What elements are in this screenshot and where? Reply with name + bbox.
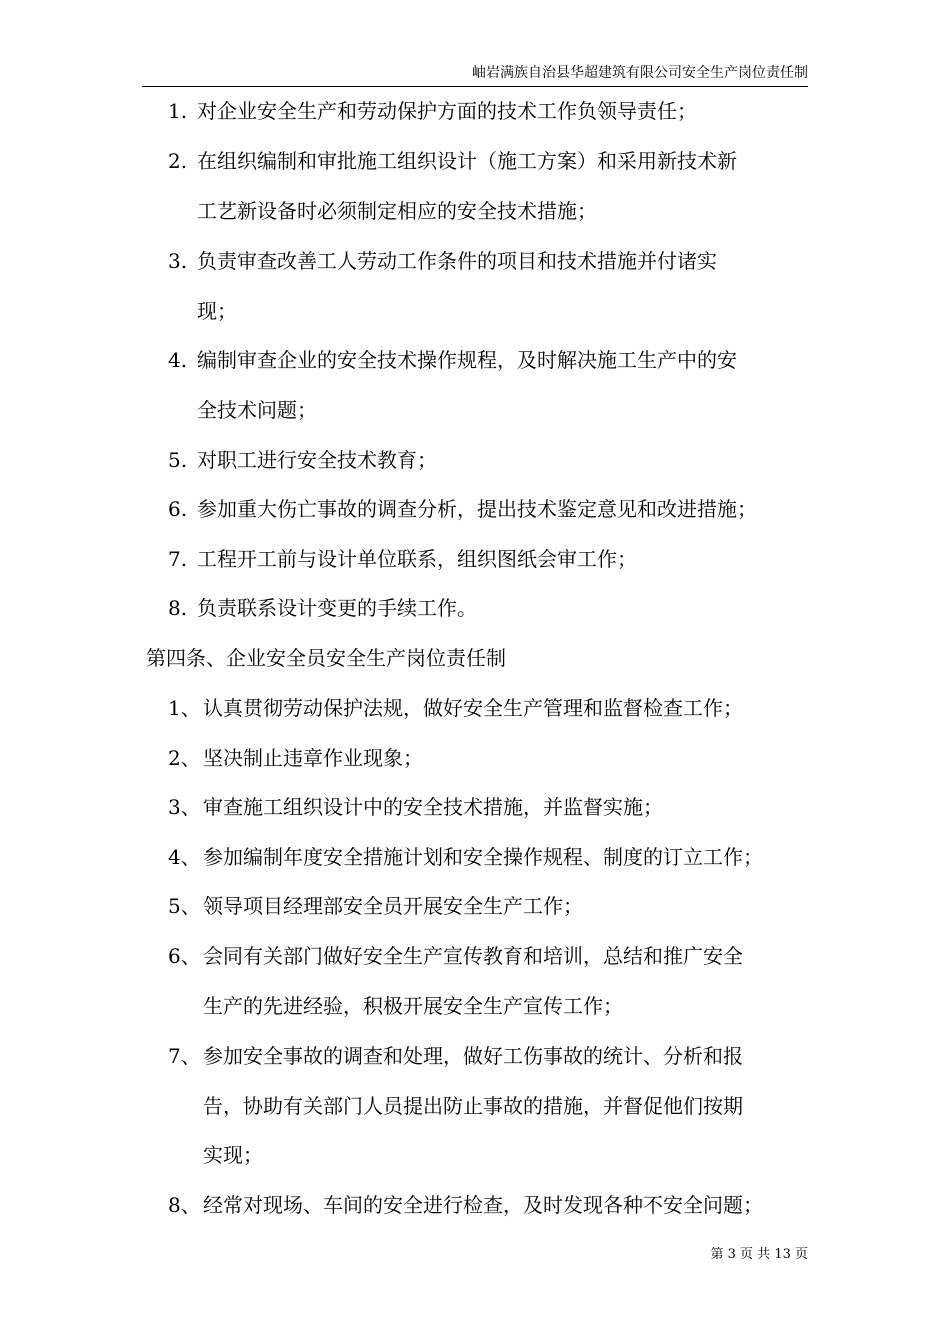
list-item-number: 2、 xyxy=(168,746,201,770)
list-item-text: 负责审查改善工人劳动工作条件的项目和技术措施并付诸实 xyxy=(197,249,717,273)
list-item-number: 3. xyxy=(168,249,188,273)
list-item-text: 会同有关部门做好安全生产宣传教育和培训，总结和推广安全 xyxy=(203,944,743,968)
list-item-number: 5、 xyxy=(168,894,201,918)
header-divider xyxy=(142,86,808,87)
list-item-text: 在组织编制和审批施工组织设计（施工方案）和采用新技术新 xyxy=(197,149,737,173)
list-item-text: 工程开工前与设计单位联系，组织图纸会审工作； xyxy=(197,547,637,571)
list-item-number: 2. xyxy=(168,149,188,173)
list-item-number: 5. xyxy=(168,448,188,472)
list-item-number: 8、 xyxy=(168,1193,201,1217)
list-item-number: 8. xyxy=(168,596,188,620)
list-item-text: 负责联系设计变更的手续工作。 xyxy=(197,596,477,620)
list-item-number: 3、 xyxy=(168,795,201,819)
list-item-number: 1、 xyxy=(168,696,201,720)
list-item-text: 工艺新设备时必须制定相应的安全技术措施； xyxy=(197,199,597,223)
section-heading: 第四条、企业安全员安全生产岗位责任制 xyxy=(146,646,506,670)
list-item-text: 经常对现场、车间的安全进行检查，及时发现各种不安全问题； xyxy=(203,1193,763,1217)
list-item-text: 参加编制年度安全措施计划和安全操作规程、制度的订立工作； xyxy=(203,845,763,869)
list-item-text: 全技术问题； xyxy=(197,398,317,422)
list-item-number: 1. xyxy=(168,99,188,123)
list-item-number: 4、 xyxy=(168,845,201,869)
list-item-text: 现； xyxy=(197,299,237,323)
list-item-text: 告，协助有关部门人员提出防止事故的措施，并督促他们按期 xyxy=(203,1094,743,1118)
list-item-number: 6. xyxy=(168,497,188,521)
list-item-number: 4. xyxy=(168,348,188,372)
list-item-text: 对职工进行安全技术教育； xyxy=(197,448,437,472)
list-item-text: 领导项目经理部安全员开展安全生产工作； xyxy=(203,894,583,918)
list-item-text: 审查施工组织设计中的安全技术措施，并监督实施； xyxy=(203,795,663,819)
list-item-text: 参加安全事故的调查和处理，做好工伤事故的统计、分析和报 xyxy=(203,1044,743,1068)
list-item-text: 对企业安全生产和劳动保护方面的技术工作负领导责任； xyxy=(197,99,697,123)
list-item-text: 生产的先进经验，积极开展安全生产宣传工作； xyxy=(203,994,623,1018)
list-item-text: 实现； xyxy=(203,1143,263,1167)
list-item-number: 6、 xyxy=(168,944,201,968)
list-item-text: 认真贯彻劳动保护法规，做好安全生产管理和监督检查工作； xyxy=(203,696,743,720)
list-item-text: 参加重大伤亡事故的调查分析，提出技术鉴定意见和改进措施； xyxy=(197,497,757,521)
page-number: 第 3 页 共 13 页 xyxy=(710,1247,808,1262)
list-item-text: 编制审查企业的安全技术操作规程，及时解决施工生产中的安 xyxy=(197,348,737,372)
list-item-text: 坚决制止违章作业现象； xyxy=(203,746,423,770)
list-item-number: 7、 xyxy=(168,1044,201,1068)
list-item-number: 7. xyxy=(168,547,188,571)
header-title: 岫岩满族自治县华超建筑有限公司安全生产岗位责任制 xyxy=(472,65,808,81)
